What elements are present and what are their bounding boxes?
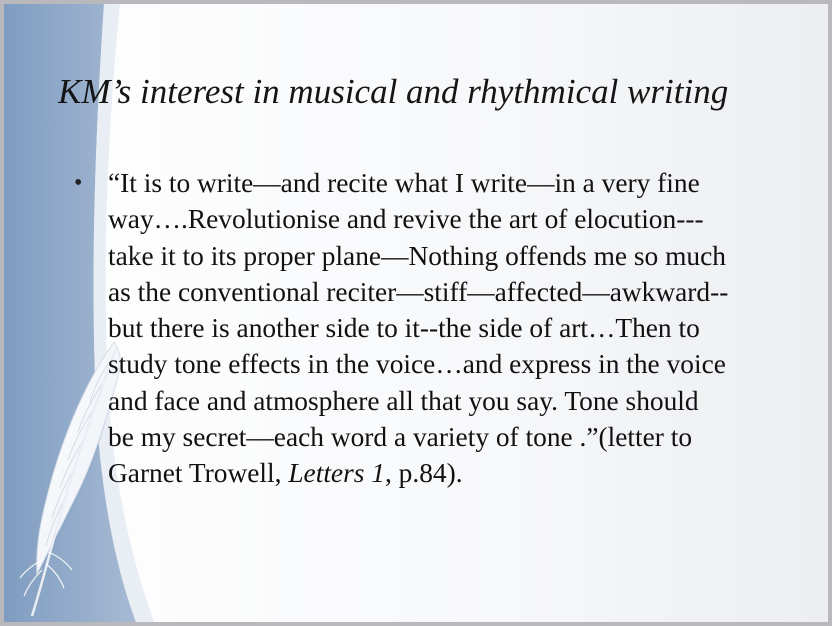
quote-line: “It is to write—and recite what I write—in a very fine — [108, 168, 700, 198]
quote-line: study tone effects in the voice…and express in the voice — [108, 349, 726, 380]
citation-prefix: Garnet Trowell, — [108, 458, 289, 489]
slide — [4, 4, 828, 622]
quote-paragraph — [108, 165, 808, 492]
citation-source: Letters 1 — [288, 458, 385, 489]
citation-suffix: , p.84). — [384, 458, 463, 489]
slide-title: KM’s interest in musical and rhythmical writing — [58, 72, 729, 111]
bullet-icon: • — [74, 170, 83, 196]
quote-line: as the conventional reciter—stiff—affected—awkward-- — [108, 276, 729, 307]
quote-line: and face and atmosphere all that you say. Tone should — [108, 385, 699, 416]
quote-line: way….Revolutionise and revive the art of elocution--- — [108, 204, 704, 235]
quote-line: but there is another side to it--the side of art…Then to — [108, 313, 700, 344]
quote-line: be my secret—each word a variety of tone .”(letter to — [108, 422, 693, 453]
quote-line: take it to its proper plane—Nothing offends me so much — [108, 240, 726, 271]
citation-line — [108, 455, 808, 491]
